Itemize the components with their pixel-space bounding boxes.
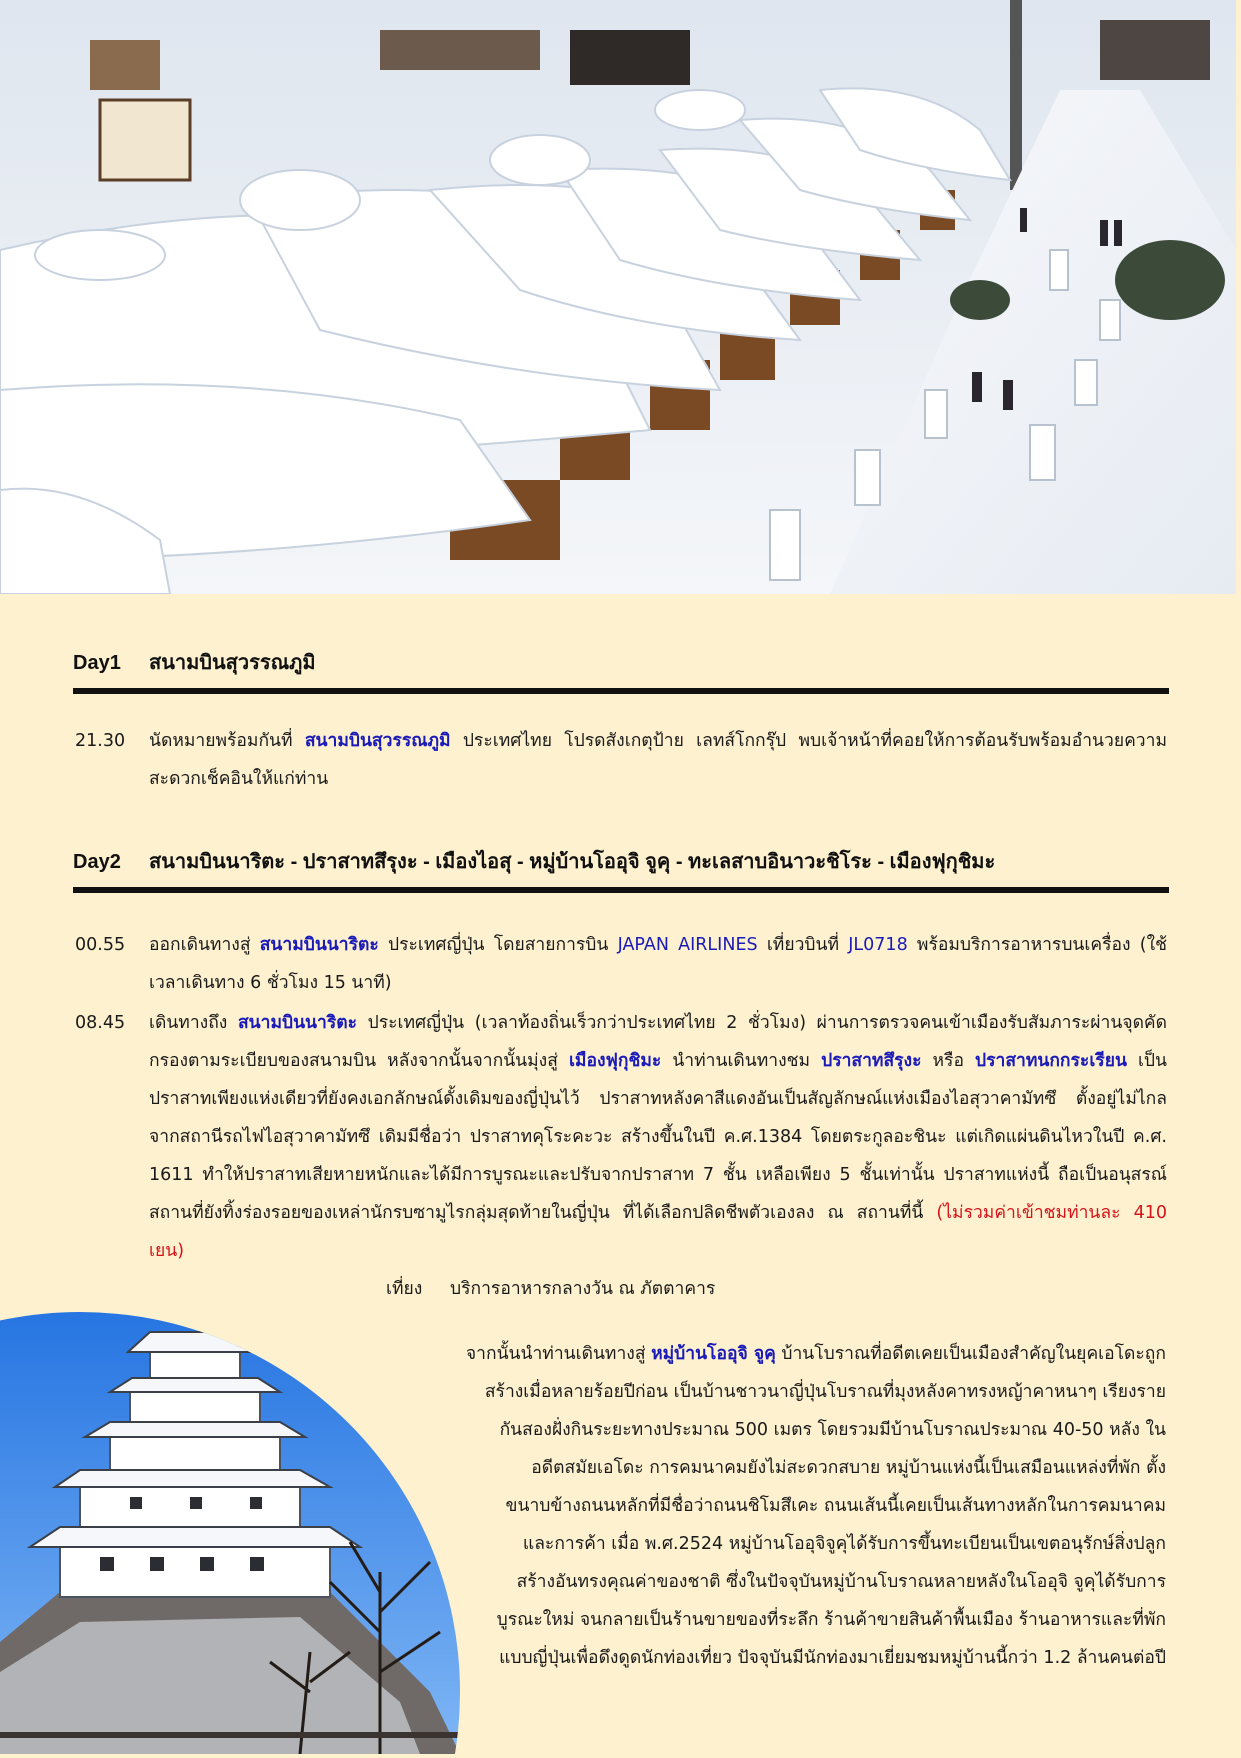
- desc-line-1: จากนั้นนำท่านเดินทางสู่ หมู่บ้านโออุจิ จูคุ บ้านโบราณที่อดีตเคยเป็นเมืองสำคัญในยุคเอโดะถูก: [465, 1344, 1166, 1364]
- city-fukushima: เมืองฟุกุชิมะ: [568, 1051, 662, 1071]
- airline-name: JAPAN AIRLINES: [617, 935, 758, 955]
- desc-line: และการค้า เมื่อ พ.ศ.2524 หมู่บ้านโออุจิจูคุได้รับการขึ้นทะเบียนเป็นเขตอนุรักษ์สิ่งปลูก: [522, 1534, 1166, 1554]
- item-description: เดินทางถึง สนามบินนาริตะ ประเทศญี่ปุ่น (เวลาท้องถิ่นเร็วกว่าประเทศไทย 2 ชั่วโมง) ผ่านการตรวจคนเข้าเมืองรับสัมภาระผ่านจุดคัดกรองตามระเบียบของสนามบิน หลังจากนั้นจากนั้นมุ่งสู่ เมืองฟุกุชิมะ นำท่านเดินทางชม ปราสาทสึรุงะ หรือ ปราสาทนกกระเรียน เป็นปราสาทเพียงแห่งเดียวที่ยังคงเอกลักษณ์ดั้งเดิมของญี่ปุ่นไว้ ปราสาทหลังคาสีแดงอันเป็นสัญลักษณ์แห่งเมืองไอสุวาคามัทซึ ตั้งอยู่ไม่ไกลจากสถานีรถไฟไอสุวาคามัทซึ เดิมมีชื่อว่า ปราสาทคุโระคะวะ สร้างขึ้นในปี ค.ศ.1384 โดยตระกูลอะชินะ แต่เกิดแผ่นดินไหวในปี ค.ศ. 1611 ทำให้ปราสาทเสียหายหนักและได้มีการบูรณะและปรับจากปราสาท 7 ชั้น เหลือเพียง 5 ชั้นเท่านั้น ปราสาทแห่งนี้ ถือเป็นอนุสรณ์สถานที่ยังทิ้งร่องรอยของเหล่านักรบซามูไรกลุ่มสุดท้ายในญี่ปุ่น ที่ได้เลือกปลิดชีพตัวเองลง ณ สถานที่นี้ (ไม่รวมค่าเข้าชมท่านละ 410 เยน): [149, 1013, 1168, 1261]
- item-description: นัดหมายพร้อมกันที่ สนามบินสุวรรณภูมิ ประเทศไทย โปรดสังเกตุป้าย เลทส์โกกรุ๊ป พบเจ้าหน้าที่คอยให้การต้อนรับพร้อมอำนวยความสะดวกเช็คอินให้แก่ท่าน: [149, 731, 1167, 789]
- day2-label: Day2: [73, 851, 121, 873]
- castle-photo: [0, 1272, 460, 1754]
- lunch-label: เที่ยง: [386, 1279, 423, 1299]
- airport-narita: สนามบินนาริตะ: [237, 1013, 358, 1033]
- desc-line: อดีตสมัยเอโดะ การคมนาคมยังไม่สะดวกสบาย หมู่บ้านแห่งนี้เป็นเสมือนแหล่งที่พัก ตั้ง: [531, 1458, 1166, 1478]
- day2-item-0845: [75, 1004, 1167, 1270]
- desc-line: แบบญี่ปุ่นเพื่อดึงดูดนักท่องเที่ยว ปัจจุบันมีนักท่องมาเยี่ยมชมหมู่บ้านนี้กว่า 1.2 ล้านคนต่อปี: [499, 1648, 1166, 1668]
- village-ouchi-juku: หมู่บ้านโออุจิ จูคุ: [651, 1344, 776, 1364]
- castle-crane: ปราสาทนกกระเรียน: [974, 1051, 1127, 1071]
- item-time: 08.45: [75, 1013, 126, 1033]
- day1-label: Day1: [73, 652, 121, 674]
- desc-line: สร้างอันทรงคุณค่าของชาติ ซึ่งในปัจจุบันหมู่บ้านโบราณหลายหลังในโออุจิ จูคุได้รับการ: [516, 1572, 1166, 1592]
- flight-number: JL0718: [848, 935, 908, 955]
- castle-tsuruga: ปราสาทสึรุงะ: [821, 1051, 922, 1071]
- day2-item-0055: [75, 926, 1167, 1002]
- desc-line: กันสองฝั่งกินระยะทางประมาณ 500 เมตร โดยรวมมีบ้านโบราณประมาณ 40-50 หลัง ใน: [499, 1420, 1166, 1440]
- item-time: 21.30: [75, 731, 126, 751]
- airport-suvarnabhumi: สนามบินสุวรรณภูมิ: [304, 731, 451, 751]
- desc-line: สร้างเมื่อหลายร้อยปีก่อน เป็นบ้านชาวนาญี่ปุ่นโบราณที่มุงหลังคาทรงหญ้าคาหนาๆ เรียงราย: [484, 1382, 1166, 1402]
- hero-photo-snow-village: [0, 0, 1236, 594]
- item-time: 00.55: [75, 935, 126, 955]
- desc-line: บูรณะใหม่ จนกลายเป็นร้านขายของที่ระลึก ร้านค้าขายสินค้าพื้นเมือง ร้านอาหารและที่พัก: [496, 1610, 1166, 1630]
- ouchi-juku-description: [466, 1335, 1166, 1677]
- day2-title: สนามบินนาริตะ - ปราสาทสึรุงะ - เมืองไอสุ - หมู่บ้านโออุจิ จูคุ - ทะเลสาบอินาวะชิโระ - เมืองฟุกุชิมะ: [149, 851, 996, 873]
- lunch-row: [386, 1270, 715, 1308]
- day1-item-2130: [75, 722, 1167, 798]
- lunch-text: บริการอาหารกลางวัน ณ ภัตตาคาร: [450, 1279, 716, 1299]
- day2-header: [73, 845, 1169, 893]
- airport-narita: สนามบินนาริตะ: [259, 935, 379, 955]
- day1-header: [73, 646, 1169, 694]
- admission-note: (ไม่รวมค่าเข้าชมท่านละ 410 เยน): [149, 1203, 1167, 1261]
- desc-line: ขนาบข้างถนนหลักที่มีชื่อว่าถนนชิโมสึเคะ ถนนเส้นนี้เคยเป็นเส้นทางหลักในการคมนาคม: [505, 1496, 1166, 1516]
- item-description: ออกเดินทางสู่ สนามบินนาริตะ ประเทศญี่ปุ่น โดยสายการบิน JAPAN AIRLINES เที่ยวบินที่ JL0718 พร้อมบริการอาหารบนเครื่อง (ใช้เวลาเดินทาง 6 ชั่วโมง 15 นาที): [149, 935, 1168, 993]
- day1-title: สนามบินสุวรรณภูมิ: [149, 652, 316, 674]
